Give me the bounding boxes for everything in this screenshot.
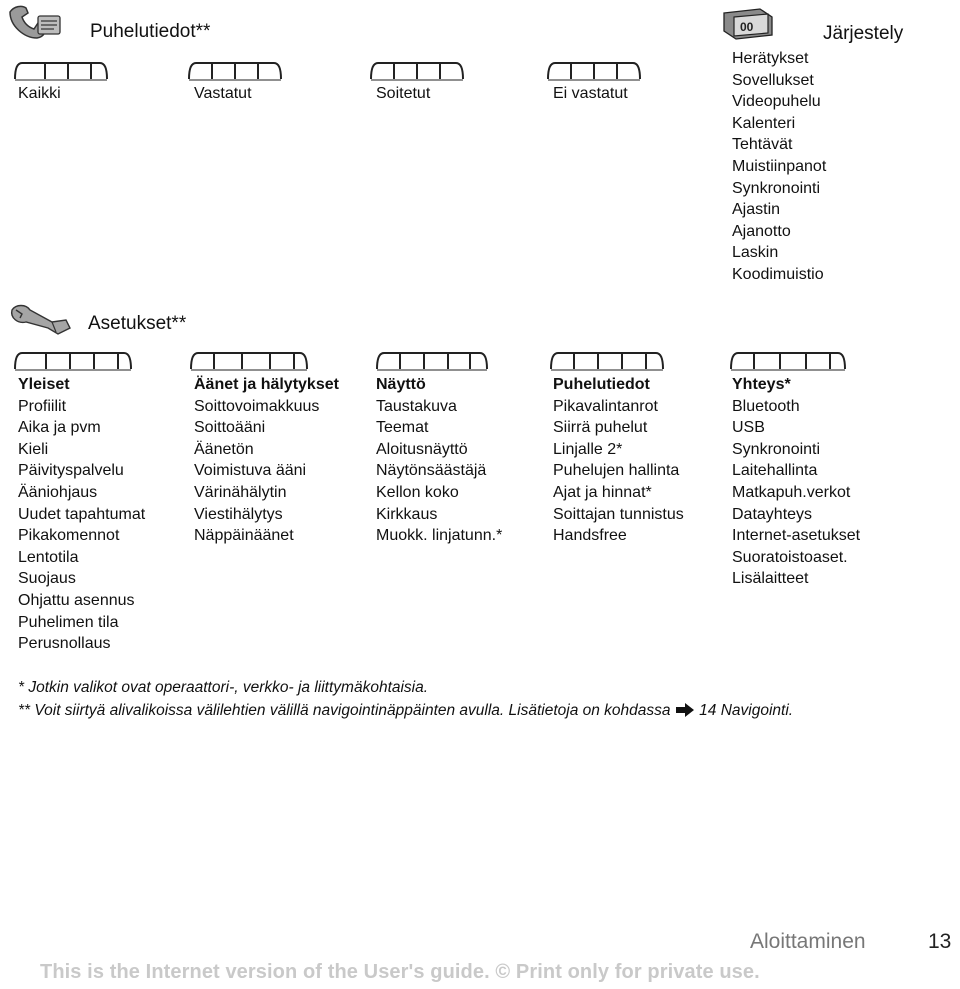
list-item: Internet-asetukset bbox=[732, 527, 861, 545]
list-item: Puhelujen hallinta bbox=[553, 462, 680, 480]
wrench-icon bbox=[8, 302, 72, 338]
list-item: Ajastin bbox=[732, 201, 781, 219]
list-item: Laitehallinta bbox=[732, 462, 818, 480]
settings-section-title: Asetukset** bbox=[88, 313, 187, 334]
list-item: Profiilit bbox=[18, 397, 67, 415]
list-item: Puhelimen tila bbox=[18, 613, 119, 631]
list-item: Datayhteys bbox=[732, 505, 813, 523]
list-item: Soittajan tunnistus bbox=[553, 505, 684, 523]
list-item: Lisälaitteet bbox=[732, 570, 809, 588]
settings-column-display bbox=[376, 374, 502, 547]
list-item: Kirkkaus bbox=[376, 505, 438, 523]
column-heading: Puhelutiedot bbox=[553, 376, 650, 393]
list-item: Viestihälytys bbox=[194, 505, 283, 523]
list-item: Muokk. linjatunn.* bbox=[376, 527, 503, 545]
footnote-navigation-text: ** Voit siirtyä alivalikoissa välilehtien välillä navigointinäppäinten avulla. Lisätietoja on kohdassa bbox=[18, 702, 671, 719]
list-item: Pikakomennot bbox=[18, 527, 120, 545]
list-item: USB bbox=[732, 419, 765, 437]
list-item: Kieli bbox=[18, 440, 49, 458]
list-item: Muistiinpanot bbox=[732, 157, 827, 175]
list-item: Päivityspalvelu bbox=[18, 462, 124, 480]
list-item: Tehtävät bbox=[732, 136, 793, 154]
phone-handset-icon bbox=[4, 4, 64, 44]
tab-icons-4-4 bbox=[547, 57, 641, 83]
list-item: Ajanotto bbox=[732, 222, 791, 240]
list-item: Näytönsäästäjä bbox=[376, 462, 487, 480]
calls-tab-dialled: Soitetut bbox=[376, 85, 431, 102]
page-number: 13 bbox=[928, 930, 952, 953]
list-item: Handsfree bbox=[553, 527, 627, 545]
list-item: Värinähälytin bbox=[194, 483, 287, 501]
tab-icons-5-4 bbox=[550, 347, 664, 373]
tab-icons-5-3 bbox=[376, 347, 488, 373]
column-heading: Äänet ja hälytykset bbox=[194, 376, 339, 393]
list-item: Äänetön bbox=[194, 440, 254, 458]
list-item: Aloitusnäyttö bbox=[376, 440, 468, 458]
settings-column-calls bbox=[553, 374, 684, 547]
settings-column-sounds bbox=[194, 374, 339, 547]
list-item: Sovellukset bbox=[732, 71, 814, 89]
svg-text:00: 00 bbox=[740, 20, 754, 34]
list-item: Matkapuh.verkot bbox=[732, 483, 851, 501]
list-item: Videopuhelu bbox=[732, 93, 821, 111]
column-heading: Yleiset bbox=[18, 376, 70, 393]
column-heading: Näyttö bbox=[376, 376, 426, 393]
list-item: Linjalle 2* bbox=[553, 440, 623, 458]
list-item: Uudet tapahtumat bbox=[18, 505, 146, 523]
list-item: Synkronointi bbox=[732, 179, 821, 197]
section-name: Aloittaminen bbox=[750, 930, 866, 953]
list-item: Soittovoimakkuus bbox=[194, 397, 320, 415]
list-item: Suojaus bbox=[18, 570, 76, 588]
list-item: Pikavalintanrot bbox=[553, 397, 658, 415]
list-item: Aika ja pvm bbox=[18, 419, 101, 437]
list-item: Laskin bbox=[732, 244, 779, 262]
tab-icons-5-2 bbox=[190, 347, 308, 373]
list-item: Taustakuva bbox=[376, 397, 457, 415]
list-item: Ohjattu asennus bbox=[18, 591, 135, 609]
list-item: Bluetooth bbox=[732, 397, 800, 415]
list-item: Ajat ja hinnat* bbox=[553, 483, 652, 501]
footnote-operator: * Jotkin valikot ovat operaattori-, verkko- ja liittymäkohtaisia. bbox=[18, 679, 429, 696]
settings-column-general bbox=[18, 374, 145, 655]
settings-column-connectivity bbox=[732, 374, 860, 590]
calls-tab-all: Kaikki bbox=[18, 85, 61, 102]
list-item: Kalenteri bbox=[732, 114, 796, 132]
calls-tab-answered: Vastatut bbox=[194, 85, 252, 102]
watermark: This is the Internet version of the User's guide. © Print only for private use. bbox=[40, 961, 760, 983]
list-item: Perusnollaus bbox=[18, 635, 111, 653]
tab-icons-4-2 bbox=[188, 57, 282, 83]
footnote-navigation bbox=[18, 702, 793, 722]
tab-icons-4-1 bbox=[14, 57, 108, 83]
organizer-section-title: Järjestely bbox=[823, 23, 904, 44]
list-item: Kellon koko bbox=[376, 483, 459, 501]
arrow-right-icon bbox=[675, 703, 695, 722]
calls-section-title: Puhelutiedot** bbox=[90, 21, 211, 42]
organizer-icon bbox=[720, 3, 776, 43]
list-item: Siirrä puhelut bbox=[553, 419, 648, 437]
calls-tab-missed: Ei vastatut bbox=[553, 85, 628, 102]
footnote-navigation-link[interactable]: 14 Navigointi. bbox=[699, 702, 794, 719]
organizer-list bbox=[732, 48, 826, 286]
list-item: Koodimuistio bbox=[732, 265, 824, 283]
list-item: Näppäinäänet bbox=[194, 527, 294, 545]
list-item: Suoratoistoaset. bbox=[732, 548, 848, 566]
column-heading: Yhteys* bbox=[732, 376, 791, 393]
list-item: Voimistuva ääni bbox=[194, 462, 307, 480]
list-item: Soittoääni bbox=[194, 419, 266, 437]
list-item: Synkronointi bbox=[732, 440, 821, 458]
tab-icons-4-3 bbox=[370, 57, 464, 83]
list-item: Herätykset bbox=[732, 50, 809, 67]
list-item: Lentotila bbox=[18, 548, 79, 566]
list-item: Teemat bbox=[376, 419, 429, 437]
list-item: Ääniohjaus bbox=[18, 483, 98, 501]
tab-icons-5-1 bbox=[14, 347, 132, 373]
tab-icons-5-5 bbox=[730, 347, 846, 373]
